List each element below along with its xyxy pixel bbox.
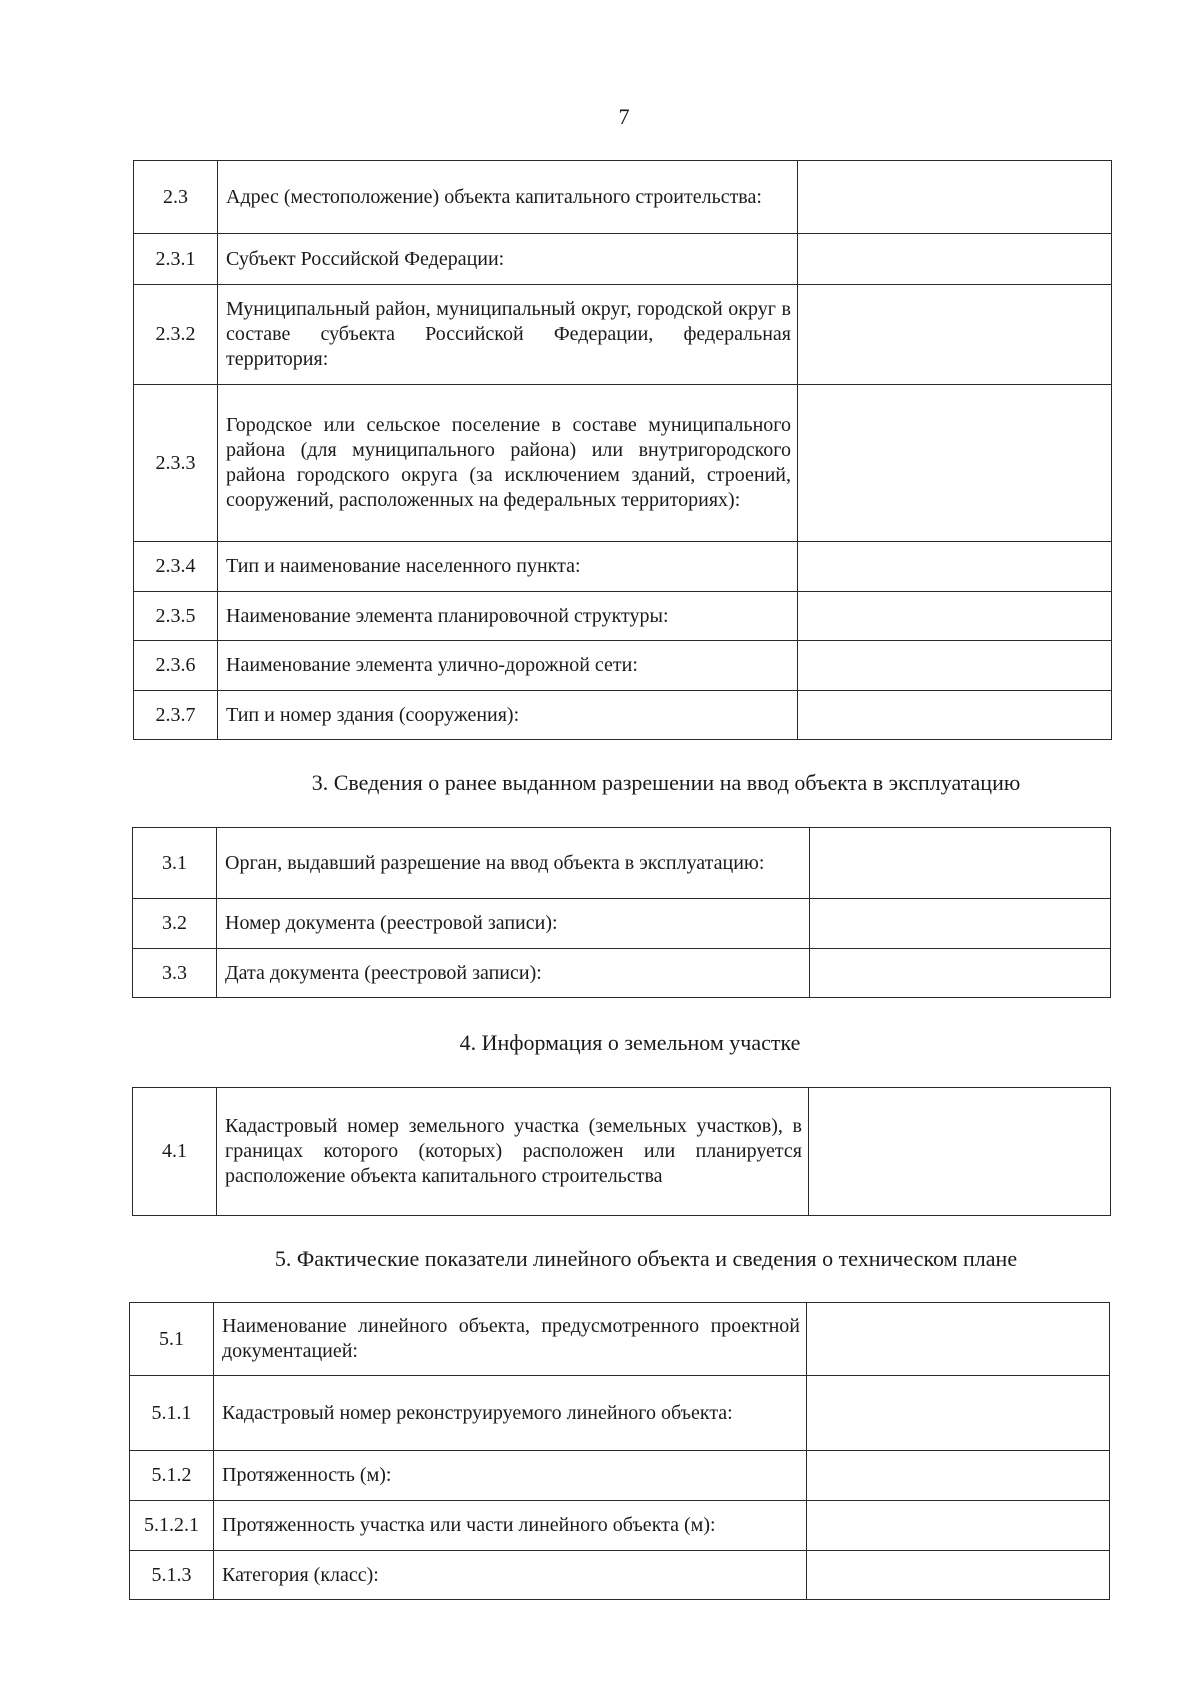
row-label: Адрес (местоположение) объекта капитального строительства:: [218, 161, 798, 234]
row-number: 2.3.4: [134, 542, 218, 592]
table-row: [130, 1451, 1110, 1501]
value-cell[interactable]: [798, 691, 1112, 740]
value-cell[interactable]: [810, 899, 1111, 949]
table-row: [134, 385, 1112, 542]
row-number: 2.3.3: [134, 385, 218, 542]
address-table: [133, 160, 1112, 740]
row-label: Наименование элемента улично-дорожной сети:: [218, 641, 798, 691]
table-row: [133, 949, 1111, 998]
value-cell[interactable]: [809, 1088, 1111, 1216]
table-row: [134, 542, 1112, 592]
table-row: [130, 1551, 1110, 1600]
value-cell[interactable]: [798, 641, 1112, 691]
row-label: Наименование линейного объекта, предусмотренного проектной документацией:: [214, 1303, 807, 1376]
row-number: 3.3: [133, 949, 217, 998]
row-number: 5.1: [130, 1303, 214, 1376]
row-label: Тип и наименование населенного пункта:: [218, 542, 798, 592]
row-number: 5.1.1: [130, 1376, 214, 1451]
row-number: 2.3.1: [134, 234, 218, 285]
table-row: [134, 592, 1112, 641]
section-5-title: 5. Фактические показатели линейного объекта и сведения о техническом плане: [274, 1246, 1018, 1271]
row-label: Кадастровый номер реконструируемого линейного объекта:: [214, 1376, 807, 1451]
value-cell[interactable]: [798, 385, 1112, 542]
table-row: [133, 899, 1111, 949]
row-number: 5.1.3: [130, 1551, 214, 1600]
section-4-title: 4. Информация о земельном участке: [459, 1030, 801, 1055]
row-label: Орган, выдавший разрешение на ввод объекта в эксплуатацию:: [217, 828, 810, 899]
table-row: [130, 1303, 1110, 1376]
row-number: 5.1.2: [130, 1451, 214, 1501]
value-cell[interactable]: [798, 285, 1112, 385]
table-row: [134, 234, 1112, 285]
row-number: 2.3.2: [134, 285, 218, 385]
row-label: Дата документа (реестровой записи):: [217, 949, 810, 998]
row-number: 4.1: [133, 1088, 217, 1216]
table-row: [133, 1088, 1111, 1216]
row-label: Наименование элемента планировочной структуры:: [218, 592, 798, 641]
value-cell[interactable]: [798, 234, 1112, 285]
row-label: Субъект Российской Федерации:: [218, 234, 798, 285]
row-label: Муниципальный район, муниципальный округ, городской округ в составе субъекта Российской Федерации, федеральная территория:: [218, 285, 798, 385]
table-row: [134, 641, 1112, 691]
page-number: 7: [618, 104, 630, 129]
row-label: Протяженность (м):: [214, 1451, 807, 1501]
row-number: 3.1: [133, 828, 217, 899]
table-row: [133, 828, 1111, 899]
row-label: Протяженность участка или части линейного объекта (м):: [214, 1501, 807, 1551]
value-cell[interactable]: [807, 1551, 1110, 1600]
row-label: Категория (класс):: [214, 1551, 807, 1600]
table-row: [134, 161, 1112, 234]
value-cell[interactable]: [807, 1451, 1110, 1501]
table-row: [130, 1376, 1110, 1451]
section-3-title: 3. Сведения о ранее выданном разрешении на ввод объекта в эксплуатацию: [311, 770, 1021, 795]
linear-object-table: [129, 1302, 1110, 1600]
table-row: [134, 691, 1112, 740]
row-label: Кадастровый номер земельного участка (земельных участков), в границах которого (которых) расположен или планируется расположение объекта капитального строительства: [217, 1088, 809, 1216]
row-label: Тип и номер здания (сооружения):: [218, 691, 798, 740]
row-number: 3.2: [133, 899, 217, 949]
value-cell[interactable]: [810, 828, 1111, 899]
value-cell[interactable]: [798, 592, 1112, 641]
row-number: 2.3.7: [134, 691, 218, 740]
row-number: 5.1.2.1: [130, 1501, 214, 1551]
value-cell[interactable]: [807, 1376, 1110, 1451]
row-label: Номер документа (реестровой записи):: [217, 899, 810, 949]
permit-table: [132, 827, 1111, 998]
value-cell[interactable]: [798, 161, 1112, 234]
value-cell[interactable]: [807, 1501, 1110, 1551]
row-number: 2.3.5: [134, 592, 218, 641]
row-number: 2.3.6: [134, 641, 218, 691]
value-cell[interactable]: [798, 542, 1112, 592]
table-row: [134, 285, 1112, 385]
land-plot-table: [132, 1087, 1111, 1216]
value-cell[interactable]: [810, 949, 1111, 998]
row-label: Городское или сельское поселение в составе муниципального района (для муниципального района) или внутригородского района городского округа (за исключением зданий, строений, сооружений, расположенных на федеральных территориях):: [218, 385, 798, 542]
row-number: 2.3: [134, 161, 218, 234]
table-row: [130, 1501, 1110, 1551]
value-cell[interactable]: [807, 1303, 1110, 1376]
